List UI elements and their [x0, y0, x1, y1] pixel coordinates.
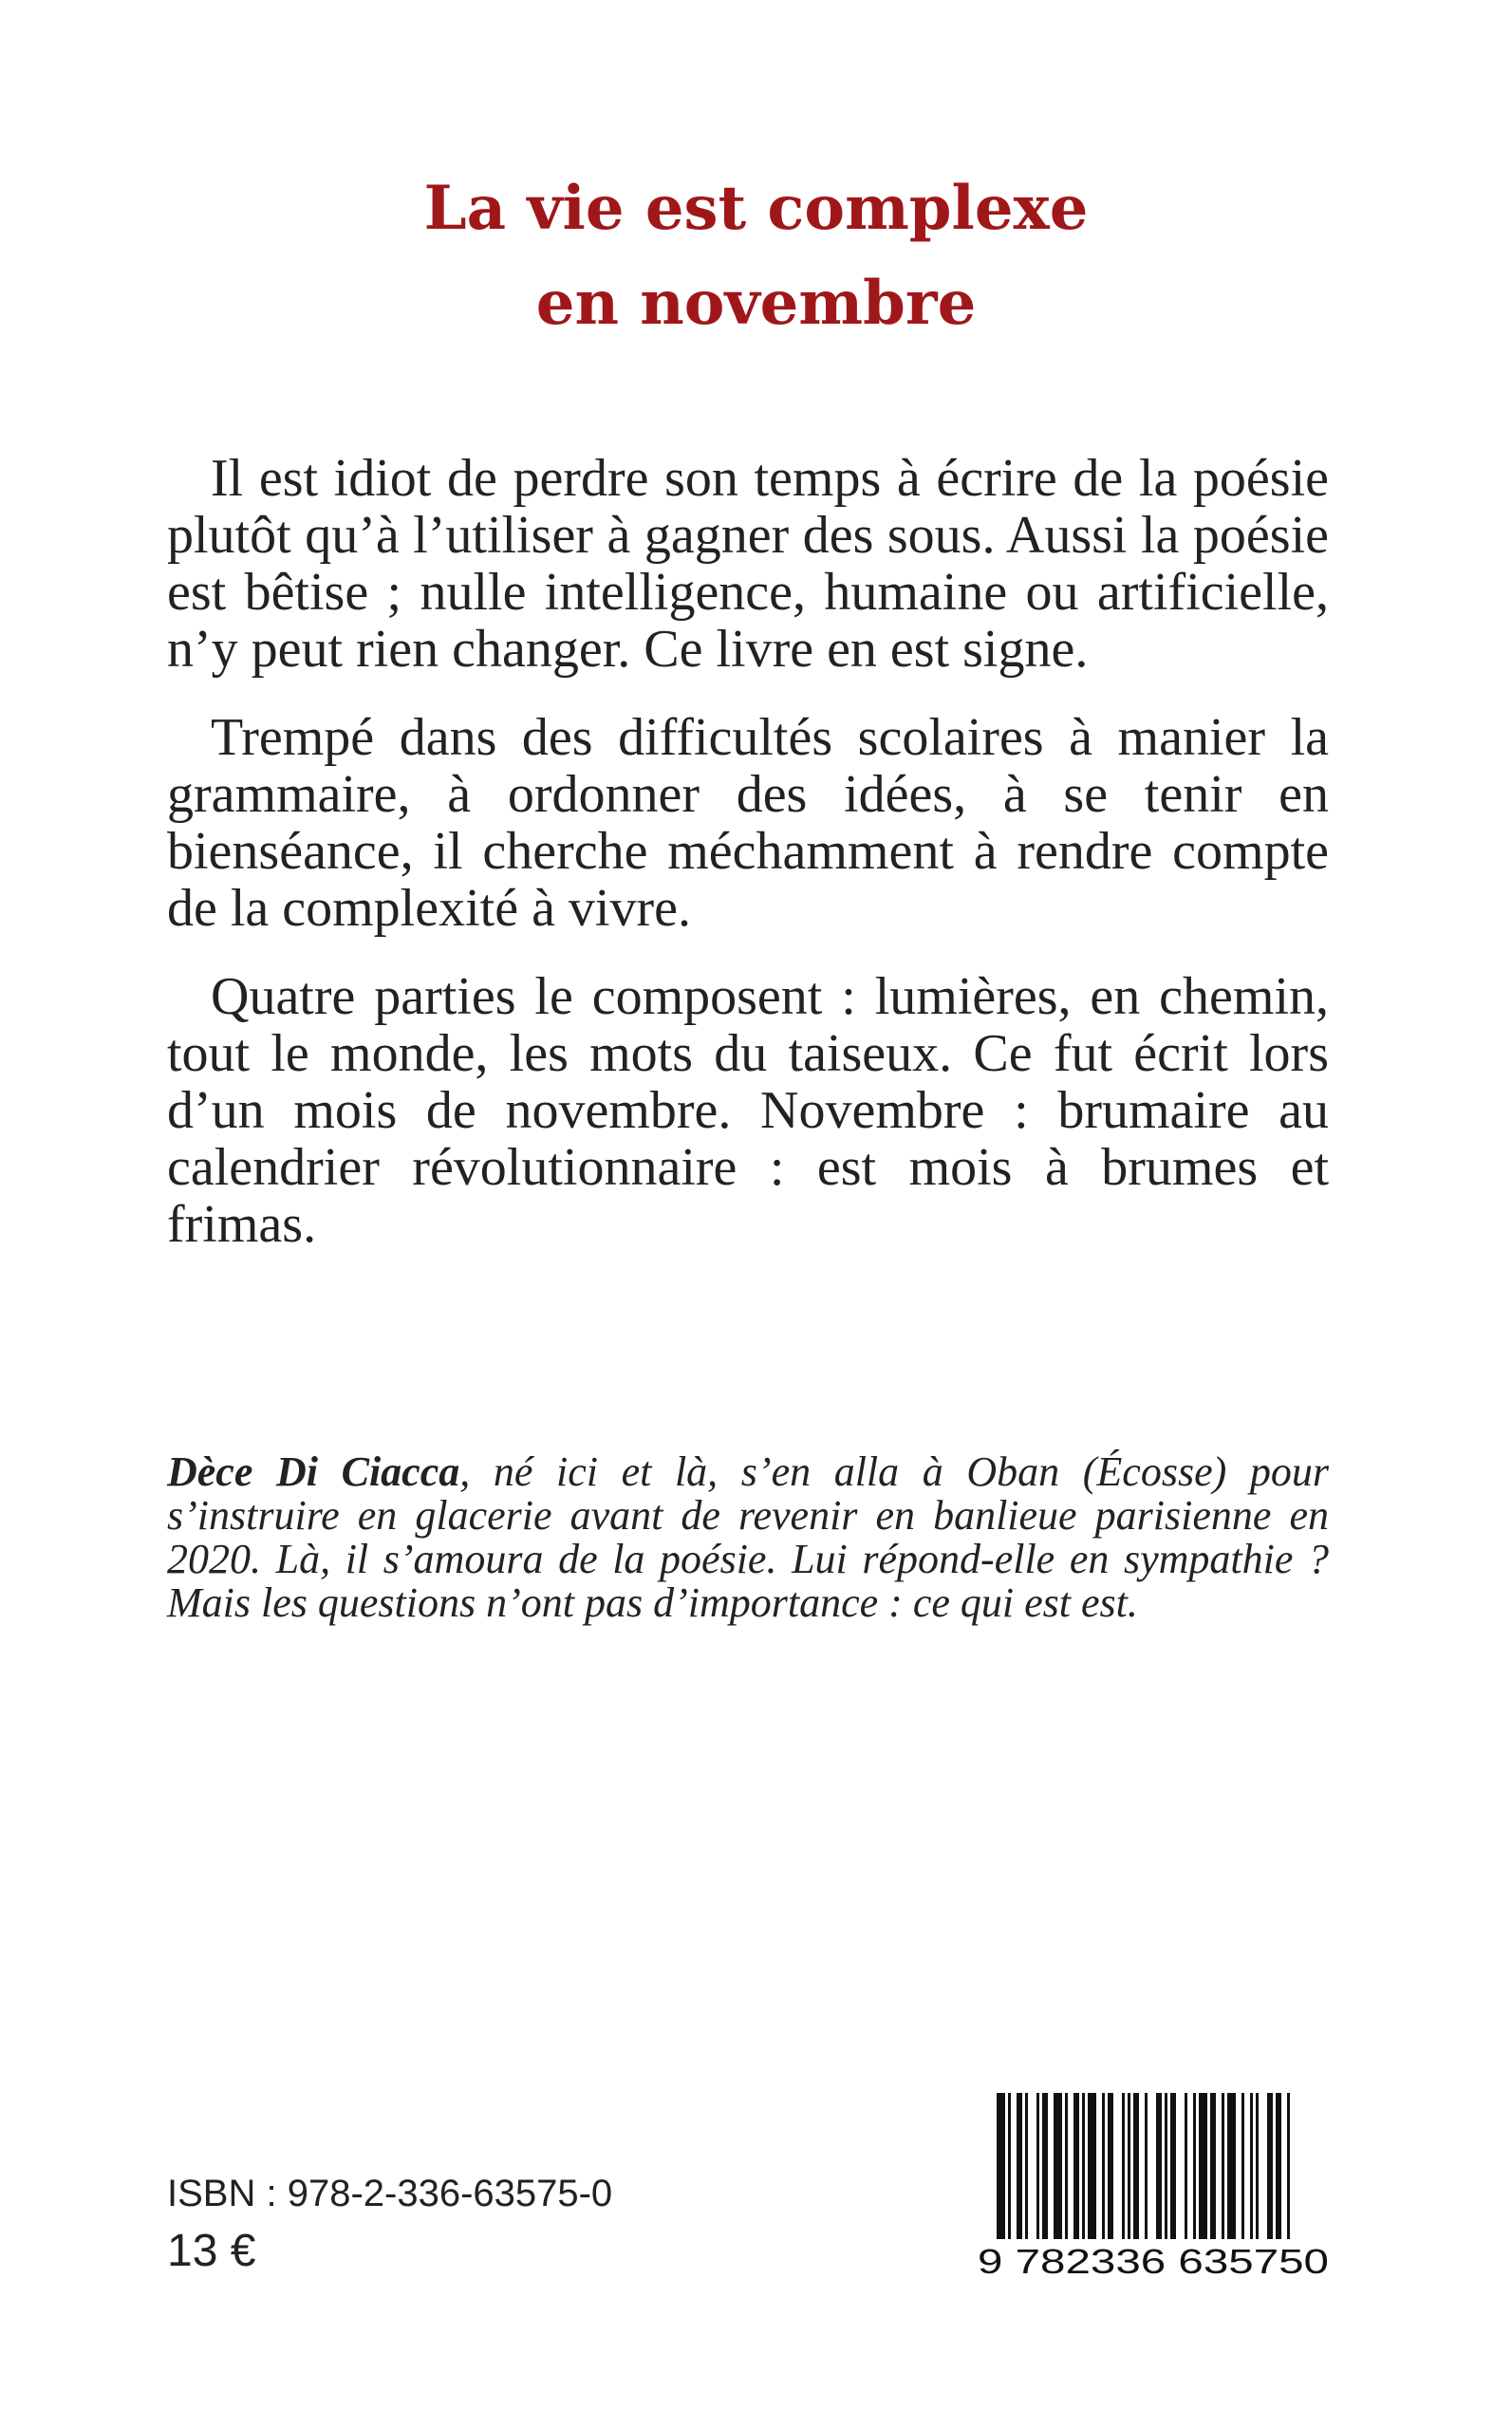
barcode-bar — [1165, 2093, 1167, 2239]
barcode-bar — [1082, 2093, 1085, 2239]
barcode-bar — [1073, 2093, 1079, 2239]
barcode-bar — [1267, 2093, 1273, 2239]
blurb-paragraph: Trempé dans des difficultés scolaires à manier la grammaire, à ordonner des idées, à se tenir en bienséance, il cherche méchamment à rendre compte de la complexité à vivre. — [167, 708, 1329, 938]
price: 13 € — [167, 2226, 256, 2276]
barcode-bar — [1088, 2093, 1096, 2239]
author-name: Dèce Di Ciacca — [167, 1448, 460, 1495]
barcode-bar — [1054, 2093, 1062, 2239]
barcode-bar — [1036, 2093, 1039, 2239]
barcode-bar — [1210, 2093, 1216, 2239]
barcode-bar — [1133, 2093, 1139, 2239]
barcode-bar — [1128, 2093, 1130, 2239]
barcode-bar — [997, 2093, 1005, 2256]
barcode-bar — [1042, 2093, 1048, 2239]
blurb-paragraph: Il est idiot de perdre son temps à écrire de la poésie plutôt qu’à l’utiliser à gagner des sous. Aussi la poésie est bêtise ; nulle intelligence, humaine ou artificielle, n’y peut rien changer. Ce livre en est signe. — [167, 449, 1329, 679]
author-bio-text: , né ici et là, s’en alla à Oban (Écosse) pour s’instruire en glacerie avant de revenir en banlieue parisienne en 2020. Là, il s’amoura de la poésie. Lui répond-elle en sympathie ? Mais les questions n’ont pas d’importance : ce qui est est. — [167, 1448, 1330, 1626]
barcode-bar — [1025, 2093, 1028, 2239]
barcode-bar — [1276, 2093, 1281, 2239]
book-title — [0, 161, 1512, 351]
back-cover-blurb — [167, 450, 1329, 1284]
barcode-bar — [1241, 2093, 1244, 2239]
barcode-bar — [1170, 2093, 1176, 2239]
blurb-paragraph: Quatre parties le composent : lumières, en chemin, tout le monde, les mots du taiseux. Ce fut écrit lors d’un mois de novembre. Novembre : brumaire au calendrier révolutionnaire : est mois à brumes et frimas. — [167, 967, 1329, 1254]
barcode-bar — [1017, 2093, 1022, 2239]
isbn-number: ISBN : 978-2-336-63575-0 — [167, 2173, 613, 2214]
barcode-bar — [1156, 2093, 1162, 2239]
barcode-bar — [1102, 2093, 1105, 2239]
barcode-bar — [1122, 2093, 1125, 2239]
barcode-bar — [1199, 2093, 1207, 2239]
barcode-bar — [1108, 2093, 1113, 2239]
book-title-line-1: La vie est complexe — [423, 173, 1089, 244]
barcode-bar — [1250, 2093, 1253, 2239]
barcode-bar — [1227, 2093, 1236, 2239]
barcode-bars — [997, 2093, 1290, 2256]
barcode-bar — [1185, 2093, 1187, 2239]
barcode-bar — [1008, 2093, 1011, 2256]
barcode-digits: 9 782336 635750 — [978, 2242, 1329, 2281]
barcode-graphic — [970, 2093, 1333, 2283]
author-bio — [167, 1450, 1329, 1625]
book-title-line-2: en novembre — [535, 268, 977, 339]
barcode-bar — [1222, 2093, 1224, 2239]
barcode-bar — [1193, 2093, 1196, 2239]
barcode — [970, 2093, 1333, 2283]
barcode-bar — [1065, 2093, 1068, 2239]
barcode-bar — [1287, 2093, 1290, 2256]
barcode-bar — [1145, 2093, 1148, 2256]
barcode-bar — [1256, 2093, 1259, 2239]
